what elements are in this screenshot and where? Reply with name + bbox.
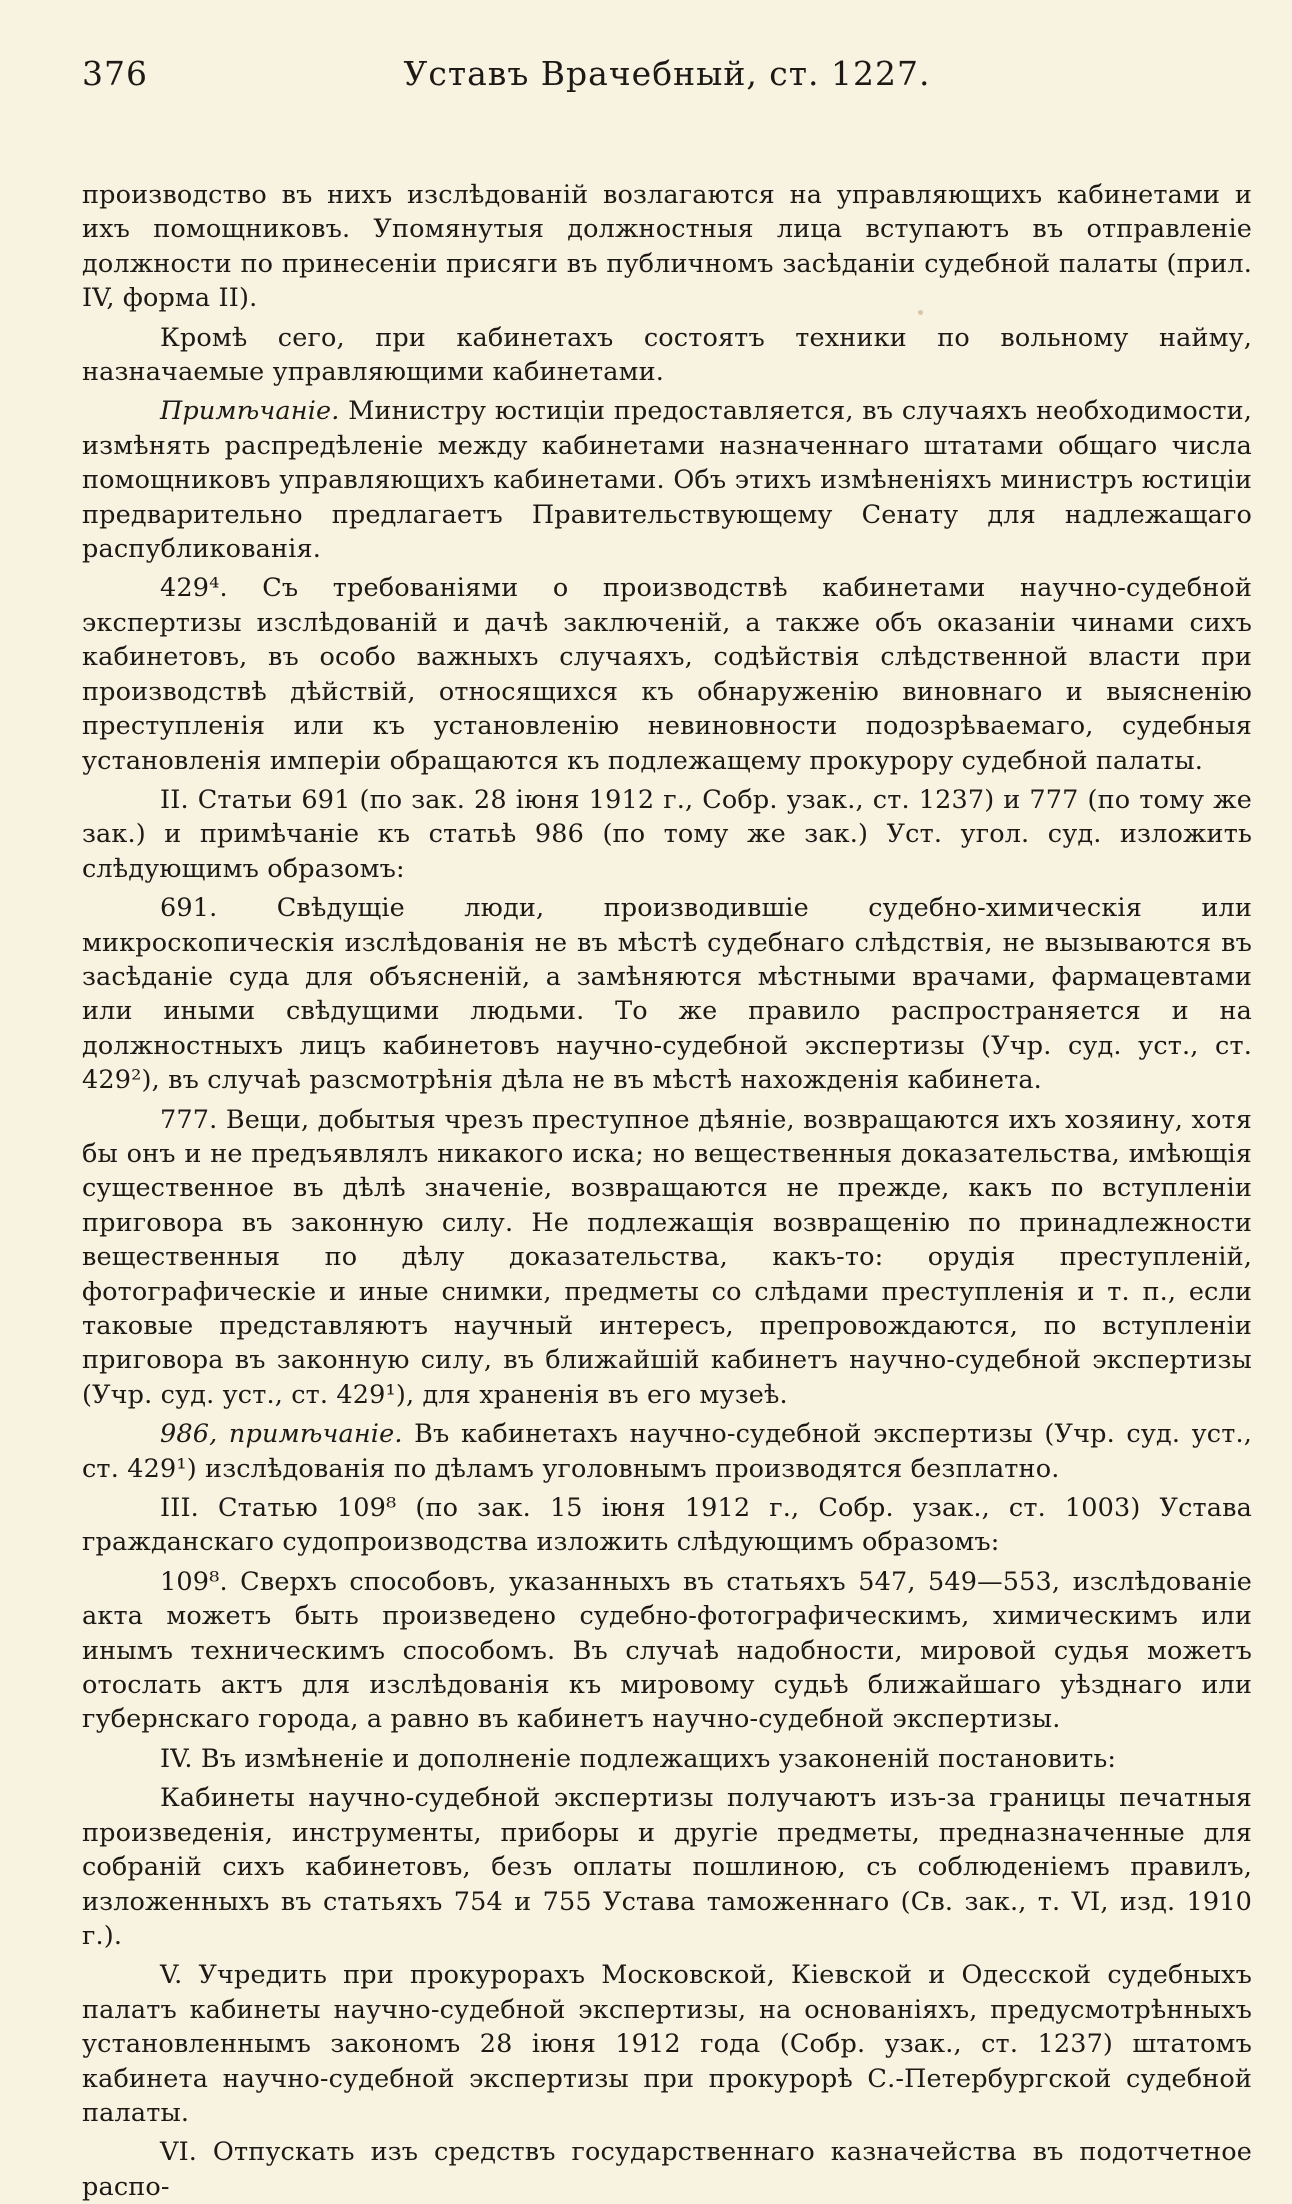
note-paragraph: Примѣчаніе. Министру юстиціи предоставляется, въ случаяхъ необходимости, измѣнять распредѣленіе между кабинетами назначеннаго штатами общаго числа помощниковъ управляющихъ кабинетами. Объ этихъ измѣненіяхъ министръ юстиціи предварительно предлагаетъ Правительствующему Сенату для надлежащаго распубликованія. — [82, 396, 1252, 565]
page-header — [82, 48, 1252, 108]
paragraph: производство въ нихъ изслѣдованій возлагаются на управляющихъ кабинетами и ихъ помощниковъ. Упомянутыя должностныя лица вступаютъ въ отправленіе должности по принесеніи присяги въ публичномъ засѣданіи судебной палаты (прил. IV, форма II). — [82, 180, 1252, 314]
paragraph: II. Статьи 691 (по зак. 28 іюня 1912 г., Собр. узак., ст. 1237) и 777 (по тому же зак.) и примѣчаніе къ статьѣ 986 (по тому же зак.) Уст. угол. суд. изложить слѣдующимъ образомъ: — [82, 784, 1252, 884]
paragraph: Кабинеты научно-судебной экспертизы получаютъ изъ-за границы печатныя произведенія, инструменты, приборы и другіе предметы, предназначенные для собраній сихъ кабинетовъ, безъ оплаты пошлиною, съ соблюденіемъ правилъ, изложенныхъ въ статьяхъ 754 и 755 Устава таможеннаго (Св. зак., т. VI, изд. 1910 г.). — [82, 1783, 1252, 1951]
paragraph: 109⁸. Сверхъ способовъ, указанныхъ въ статьяхъ 547, 549—553, изслѣдованіе акта можетъ быть произведено судебно-фотографическимъ, химическимъ или инымъ техническимъ способомъ. Въ случаѣ надобности, мировой судья можетъ отослать актъ для изслѣдованія къ мировому судьѣ ближайшаго уѣзднаго или губернскаго города, а равно въ кабинетъ научно-судебной экспертизы. — [82, 1566, 1252, 1735]
paragraph: 429⁴. Съ требованіями о производствѣ кабинетами научно-судебной экспертизы изслѣдованій и дачѣ заключеній, а также объ оказаніи чинами сихъ кабинетовъ, въ особо важныхъ случаяхъ, содѣйствія слѣдственной власти при производствѣ дѣйствій, относящихся къ обнаруженію виновнаго и выясненію преступленія или къ установленію невиновности подозрѣваемаго, судебныя установленія имперіи обращаются къ подлежащему прокурору судебной палаты. — [82, 573, 1252, 776]
note-paragraph: 986, примѣчаніе. Въ кабинетахъ научно-судебной экспертизы (Учр. суд. уст., ст. 429¹) изслѣдованія по дѣламъ уголовнымъ производятся безплатно. — [82, 1419, 1252, 1484]
paragraph: V. Учредить при прокурорахъ Московской, Кіевской и Одесской судебныхъ палатъ кабинеты научно-судебной экспертизы, на основаніяхъ, предусмотрѣнныхъ установленнымъ закономъ 28 іюня 1912 года (Собр. узак., ст. 1237) штатомъ кабинета научно-судебной экспертизы при прокурорѣ С.-Петербургской судебной палаты. — [82, 1960, 1252, 2128]
paragraph: IV. Въ измѣненіе и дополненіе подлежащихъ узаконеній постановить: — [160, 1743, 1117, 1774]
paragraph: 691. Свѣдущіе люди, производившіе судебно-химическія или микроскопическія изслѣдованія не въ мѣстѣ судебнаго слѣдствія, не вызываются въ засѣданіе суда для объясненій, а замѣняются мѣстными врачами, фармацевтами или иными свѣдущими людьми. То же правило распространяется и на должностныхъ лицъ кабинетовъ научно-судебной экспертизы (Учр. суд. уст., ст. 429²), въ случаѣ разсмотрѣнія дѣла не въ мѣстѣ нахожденія кабинета. — [82, 893, 1252, 1096]
paragraph: VI. Отпускать изъ средствъ государственнаго казначейства въ подотчетное распо- — [82, 2137, 1252, 2202]
note-label: Примѣчаніе. — [160, 396, 340, 427]
paragraph: 777. Вещи, добытыя чрезъ преступное дѣяніе, возвращаются ихъ хозяину, хотя бы онъ и не предъявлялъ никакого иска; но вещественныя доказательства, имѣющія существенное въ дѣлѣ значеніе, возвращаются не прежде, какъ по вступленіи приговора въ законную силу. Не подлежащія возвращенію по принадлежности вещественныя по дѣлу доказательства, какъ-то: орудія преступленій, фотографическіе и иные снимки, предметы со слѣдами преступленія и т. п., если таковые представляютъ научный интересъ, препровождаются, по вступленіи приговора въ законную силу, въ ближайшій кабинетъ научно-судебной экспертизы (Учр. суд. уст., ст. 429¹), для храненія въ его музеѣ. — [82, 1104, 1252, 1410]
note-label: 986, примѣчаніе. — [160, 1419, 403, 1450]
paragraph: III. Статью 109⁸ (по зак. 15 іюня 1912 г., Собр. узак., ст. 1003) Устава гражданскаго судопроизводства изложить слѣдующимъ образомъ: — [82, 1493, 1252, 1558]
page-body — [82, 178, 1252, 2204]
running-title: Уставъ Врачебный, ст. 1227. — [403, 54, 931, 93]
page-number: 376 — [82, 54, 148, 93]
paragraph: Кромѣ сего, при кабинетахъ состоятъ техники по вольному найму, назначаемые управляющими кабинетами. — [82, 322, 1252, 388]
scan-speck — [918, 310, 923, 315]
